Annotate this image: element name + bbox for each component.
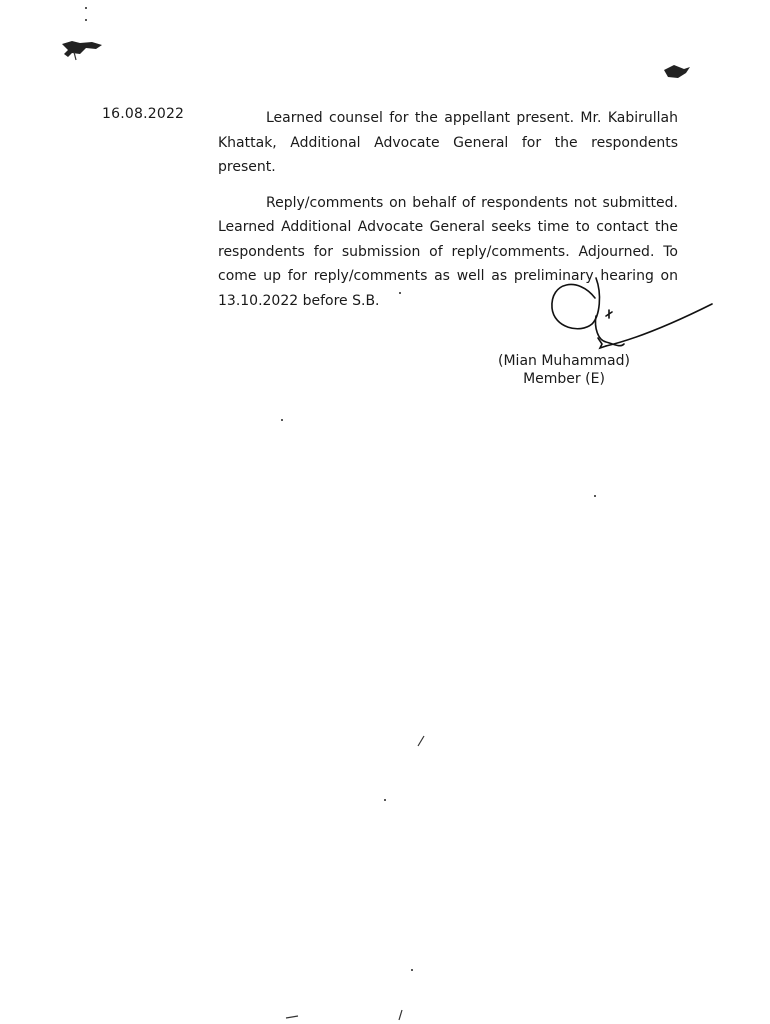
order-paragraph-2: Reply/comments on behalf of respondents not submitted. Learned Additional Advocate General seeks time to contact the respondents for submission of reply/comments. Adjourned. To come up for reply/comments as well as preliminary hearing on 13.10.2022 before S.B. — [218, 194, 678, 309]
order-paragraph-1: Learned counsel for the appellant present. Mr. Kabirullah Khattak, Additional Advocate General for the respondents present. — [218, 110, 678, 175]
signatory-designation: Member (E) — [523, 371, 605, 387]
signatory-name: (Mian Muhammad) — [498, 353, 630, 369]
hearing-date: 16.08.2022 — [102, 106, 185, 122]
signature-block — [490, 352, 638, 388]
